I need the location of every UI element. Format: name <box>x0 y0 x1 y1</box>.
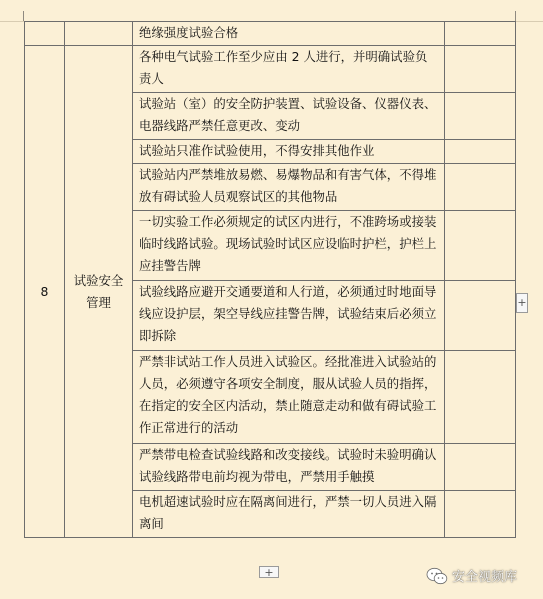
rule-text: 严禁带电检查试验线路和改变接线。试验时未验明确认试验线路带电前均视为带电，严禁用手触摸 <box>139 447 437 484</box>
table-cell[interactable] <box>445 491 516 538</box>
rule-text: 试验站内严禁堆放易燃、易爆物品和有害气体，不得堆放有碍试验人员观察试区的其他物品 <box>139 167 437 204</box>
category-cell[interactable] <box>65 46 133 538</box>
add-column-button[interactable]: + <box>516 293 528 313</box>
table-cell[interactable] <box>445 164 516 211</box>
table-cell[interactable] <box>445 140 516 164</box>
section-number: 8 <box>40 283 49 299</box>
table-cell[interactable] <box>133 164 445 211</box>
section-number-cell[interactable] <box>25 46 65 538</box>
rule-text: 各种电气试验工作至少应由 2 人进行，并明确试验负责人 <box>139 49 428 86</box>
watermark <box>426 566 517 585</box>
table-cell[interactable] <box>133 211 445 281</box>
table-cell[interactable] <box>445 351 516 444</box>
table-cell[interactable] <box>445 93 516 140</box>
rule-text: 绝缘强度试验合格 <box>139 25 239 40</box>
safety-rules-table <box>24 21 516 538</box>
table-cell[interactable] <box>445 22 516 46</box>
add-row-button[interactable]: + <box>259 566 279 578</box>
watermark-text: 安全视频库 <box>452 570 518 585</box>
table-cell[interactable] <box>445 281 516 351</box>
rule-text: 试验站只准作试验使用，不得安排其他作业 <box>139 143 375 158</box>
table-cell[interactable] <box>65 22 133 46</box>
table-cell[interactable] <box>445 444 516 491</box>
table-cell[interactable] <box>445 211 516 281</box>
table-cell[interactable] <box>133 281 445 351</box>
table-cell[interactable] <box>133 351 445 444</box>
rule-text: 试验站（室）的安全防护装置、试验设备、仪器仪表、电器线路严禁任意更改、变动 <box>139 96 437 133</box>
table-cell[interactable] <box>133 93 445 140</box>
category-label: 试验安全管理 <box>73 272 124 310</box>
table-cell[interactable] <box>133 22 445 46</box>
table-cell[interactable] <box>133 46 445 93</box>
margin-corner-mark <box>515 11 516 21</box>
table-cell[interactable] <box>133 491 445 538</box>
table-cell[interactable] <box>25 22 65 46</box>
wechat-icon <box>426 567 448 585</box>
table-row <box>25 46 516 93</box>
rule-text: 严禁非试站工作人员进入试验区。经批准进入试验站的人员，必须遵守各项安全制度，服从试验人员的指挥，在指定的安全区内活动，禁止随意走动和做有碍试验工作正常进行的活动 <box>139 354 437 435</box>
rule-text: 电机超速试验时应在隔离间进行，严禁一切人员进入隔离间 <box>139 494 437 531</box>
table-cell[interactable] <box>133 444 445 491</box>
table-cell[interactable] <box>445 46 516 93</box>
rule-text: 试验线路应避开交通要道和人行道，必须通过时地面导线应设护层，架空导线应挂警告牌，试验结束后必须立即拆除 <box>139 284 437 343</box>
margin-corner-mark <box>23 11 24 21</box>
rule-text: 一切实验工作必须规定的试区内进行，不准跨场或接装临时线路试验。现场试验时试区应设临时护栏，护栏上应挂警告牌 <box>139 214 437 273</box>
table-cell[interactable] <box>133 140 445 164</box>
table-row <box>25 22 516 46</box>
